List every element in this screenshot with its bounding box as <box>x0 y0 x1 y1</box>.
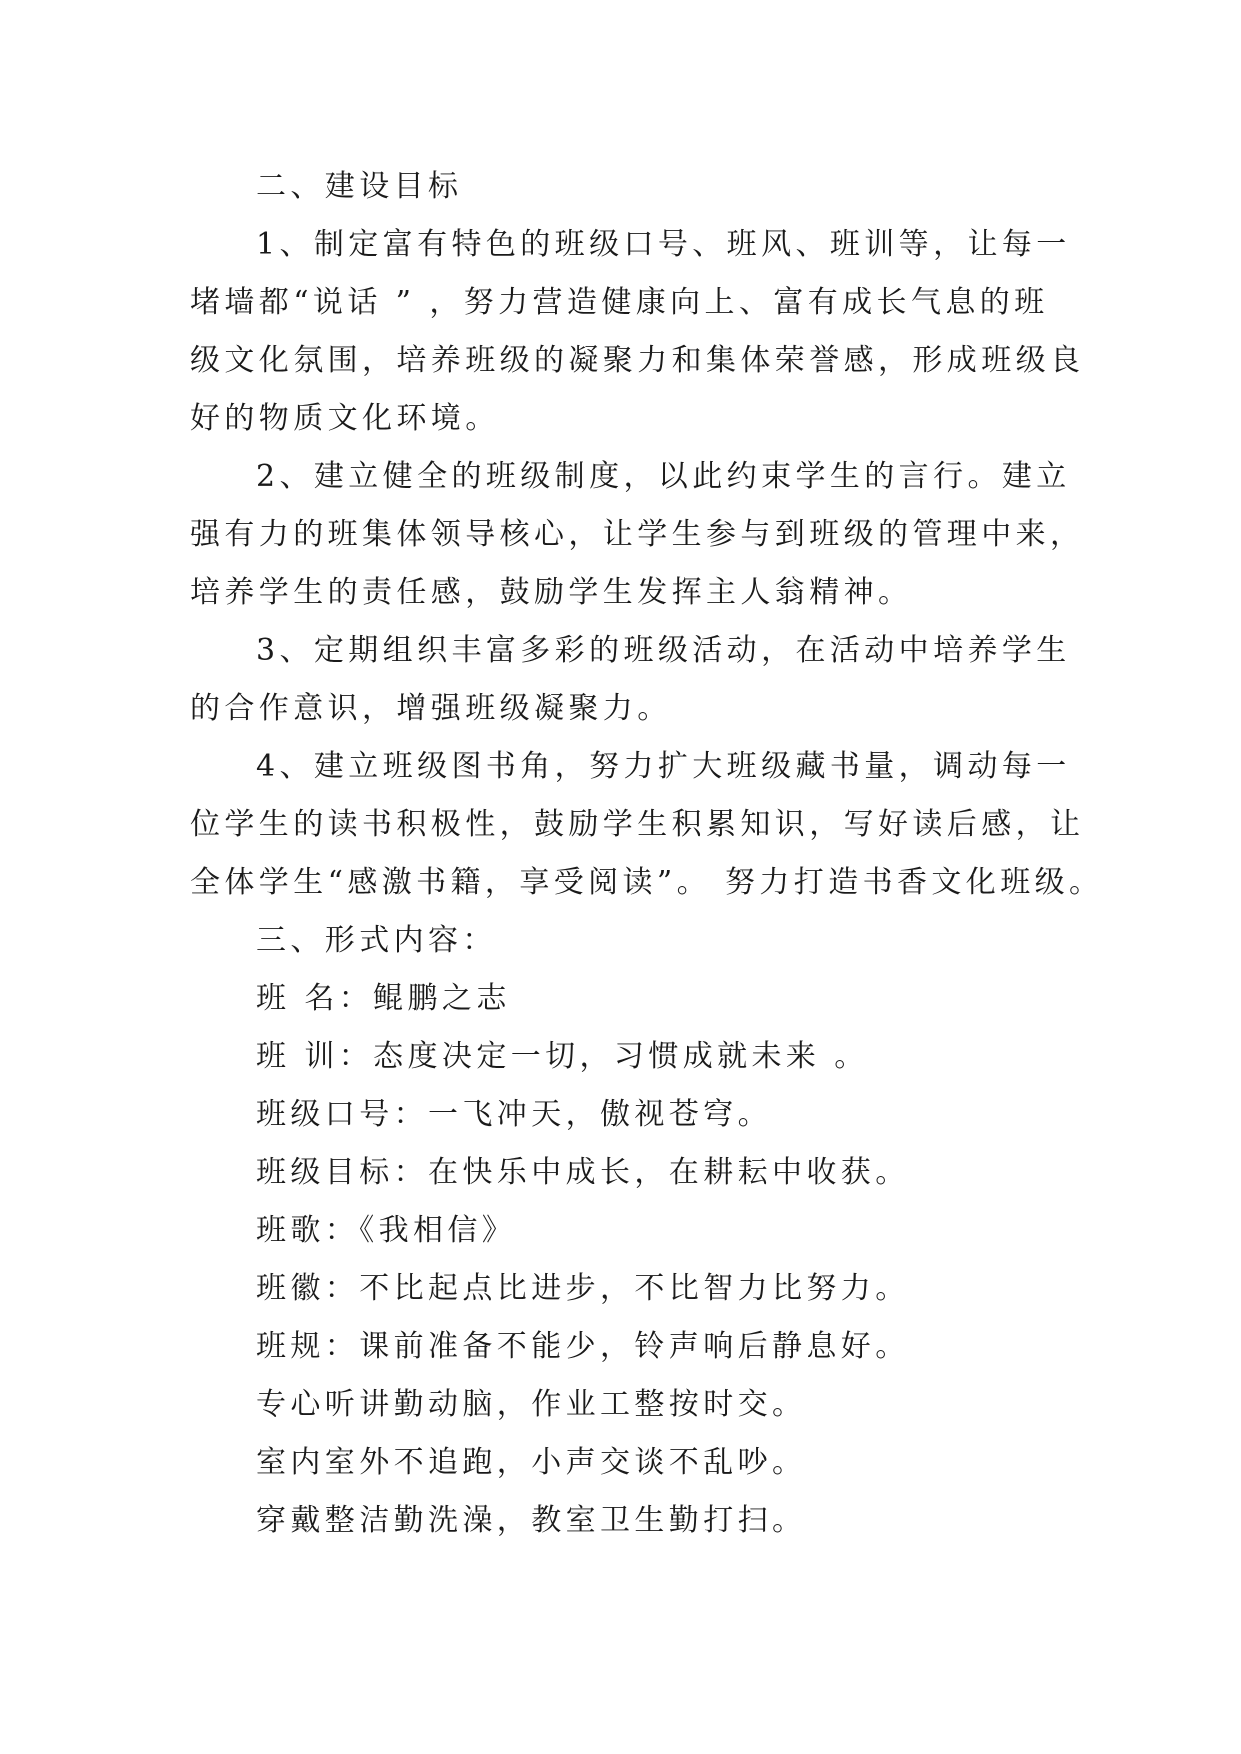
paragraph-line: 堵墙都“说话 ” ，努力营造健康向上、富有成长气息的班 <box>190 285 1049 320</box>
paragraph-line: 全体学生“感激书籍，享受阅读”。 努力打造书香文化班级。 <box>190 865 1104 900</box>
class-motto-line: 班 训：态度决定一切，习惯成就未来 。 <box>256 1039 869 1074</box>
class-emblem-line: 班徽：不比起点比进步，不比智力比努力。 <box>256 1271 910 1306</box>
paragraph-line: 2、建立健全的班级制度，以此约束学生的言行。建立 <box>256 459 1071 494</box>
class-slogan-line: 班级口号：一飞冲天，傲视苍穹。 <box>256 1097 772 1132</box>
paragraph-line: 4、建立班级图书角，努力扩大班级藏书量，调动每一 <box>256 749 1071 784</box>
paragraph-line: 级文化氛围，培养班级的凝聚力和集体荣誉感，形成班级良 <box>190 343 1085 378</box>
class-rules-line: 穿戴整洁勤洗澡，教室卫生勤打扫。 <box>256 1503 807 1538</box>
section-heading-content: 三、形式内容： <box>256 923 497 958</box>
class-name-line: 班 名：鲲鹏之志 <box>256 981 511 1016</box>
paragraph-line: 3、定期组织丰富多彩的班级活动，在活动中培养学生 <box>256 633 1071 668</box>
class-goal-line: 班级目标：在快乐中成长，在耕耘中收获。 <box>256 1155 910 1190</box>
paragraph-line: 位学生的读书积极性，鼓励学生积累知识，写好读后感，让 <box>190 807 1085 842</box>
paragraph-line: 好的物质文化环境。 <box>190 401 500 436</box>
class-rules-line: 室内室外不追跑，小声交谈不乱吵。 <box>256 1445 807 1480</box>
class-rules-line: 专心听讲勤动脑，作业工整按时交。 <box>256 1387 807 1422</box>
class-rules-line: 班规：课前准备不能少，铃声响后静息好。 <box>256 1329 910 1364</box>
section-heading-goals: 二、建设目标 <box>256 169 463 204</box>
paragraph-line: 强有力的班集体领导核心，让学生参与到班级的管理中来， <box>190 517 1085 552</box>
paragraph-line: 1、制定富有特色的班级口号、班风、班训等，让每一 <box>256 227 1071 262</box>
paragraph-line: 的合作意识，增强班级凝聚力。 <box>190 691 672 726</box>
class-song-line: 班歌：《我相信》 <box>256 1213 517 1248</box>
document-body <box>190 158 1104 1550</box>
paragraph-line: 培养学生的责任感，鼓励学生发挥主人翁精神。 <box>190 575 913 610</box>
